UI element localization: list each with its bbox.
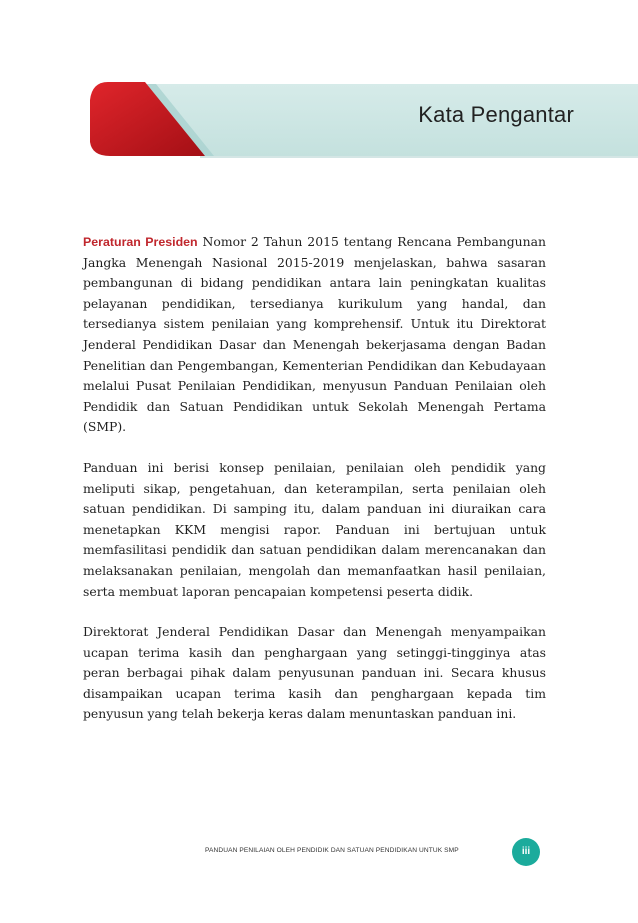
page-title: Kata Pengantar	[418, 102, 574, 127]
body-text	[83, 232, 546, 745]
footer-title: PANDUAN PENILAIAN OLEH PENDIDIK DAN SATUAN PENDIDIKAN UNTUK SMP	[205, 847, 459, 854]
paragraph-1-text: Nomor 2 Tahun 2015 tentang Rencana Pembangunan Jangka Menengah Nasional 2015-2019 menjelaskan, bahwa sasaran pembangunan di bidang pendidikan antara lain peningkatan kualitas pelayanan pendidikan, tersedianya kurikulum yang handal, dan tersedianya sistem penilaian yang komprehensif. Untuk itu Direktorat Jenderal Pendidikan Dasar dan Menengah bekerjasama dengan Badan Penelitian dan Pengembangan, Kementerian Pendidikan dan Kebudayaan melalui Pusat Penilaian Pendidikan, menyusun Panduan Penilaian oleh Pendidik dan Satuan Pendidikan untuk Sekolah Menengah Pertama (SMP).	[83, 234, 546, 435]
paragraph-3: Direktorat Jenderal Pendidikan Dasar dan Menengah menyampaikan ucapan terima kasih dan penghargaan yang setinggi-tingginya atas peran berbagai pihak dalam penyusunan panduan ini. Secara khusus disampaikan ucapan terima kasih dan penghargaan kepada tim penyusun yang telah bekerja keras dalam menuntaskan panduan ini.	[83, 624, 546, 722]
chapter-header-banner	[0, 78, 638, 158]
paragraph-1	[83, 232, 546, 438]
paragraph-1-lead: Peraturan Presiden	[83, 235, 198, 249]
paragraph-2: Panduan ini berisi konsep penilaian, penilaian oleh pendidik yang meliputi sikap, pengetahuan, dan keterampilan, serta penilaian oleh satuan pendidikan. Di samping itu, dalam panduan ini diuraikan cara menetapkan KKM mengisi rapor. Panduan ini bertujuan untuk memfasilitasi pendidik dan satuan pendidikan dalam merencanakan dan melaksanakan penilaian, mengolah dan memanfaatkan hasil penilaian, serta membuat laporan pencapaian kompetensi peserta didik.	[83, 459, 546, 599]
page-number-badge: iii	[512, 838, 540, 866]
